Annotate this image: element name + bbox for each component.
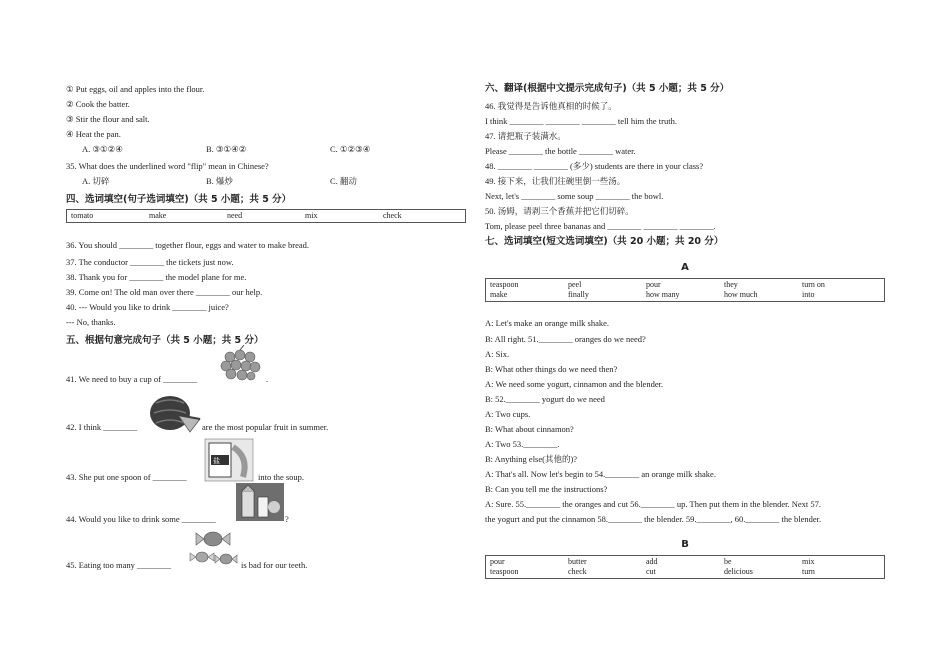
q46-chinese: 46. 我觉得是告诉他真相的时候了。 [485, 101, 617, 111]
q42-text: 42. I think ________ [66, 422, 138, 432]
word-box-item: butter [568, 557, 587, 566]
q34-option-c: C. ①②③④ [330, 144, 371, 154]
q50-chinese: 50. 汤姆，请剥三个香蕉并把它们切碎。 [485, 206, 634, 216]
section-5-title: 五、根据句意完成句子（共 5 小题；共 5 分） [66, 335, 264, 346]
word-box-item: mix [305, 211, 318, 220]
word-box-item: turn [802, 567, 815, 576]
q43-text: 43. She put one spoon of ________ [66, 472, 187, 482]
q47-chinese: 47. 请把瓶子装满水。 [485, 131, 566, 141]
dialog-line: A: Two 53.________. [485, 439, 560, 449]
section-4-word-box [66, 209, 466, 223]
q45-end: is bad for our teeth. [241, 560, 308, 570]
q41-line [66, 347, 466, 385]
word-box-item: how much [724, 290, 758, 299]
q42-line [66, 389, 466, 433]
word-box-item: teaspoon [490, 567, 519, 576]
dialog-line: B: All right. 51.________ oranges do we need? [485, 334, 646, 344]
dialog-line: A: Let's make an orange milk shake. [485, 318, 610, 328]
word-box-item: be [724, 557, 732, 566]
q49-chinese: 49. 接下来，让我们往碗里倒一些汤。 [485, 176, 626, 186]
q38: 38. Thank you for ________ the model plane for me. [66, 272, 247, 282]
word-box-item: cut [646, 567, 656, 576]
q41-end: . [266, 374, 269, 384]
step-4: ④ Heat the pan. [66, 129, 121, 139]
q35: 35. What does the underlined word "flip" mean in Chinese? [66, 161, 269, 171]
q44-end: ? [285, 514, 289, 524]
q42-end: are the most popular fruit in summer. [202, 422, 329, 432]
dialog-line: B: Can you tell me the instructions? [485, 484, 608, 494]
section-7-title: 七、选词填空(短文选词填空)（共 20 小题；共 20 分） [485, 236, 724, 247]
q35-options [82, 176, 466, 187]
section-4-title: 四、选词填空(句子选词填空)（共 5 小题；共 5 分） [66, 194, 292, 205]
word-box-item: peel [568, 280, 582, 289]
q43-line [66, 435, 466, 483]
word-box-item: make [490, 290, 508, 299]
dialog-line: the yogurt and put the cinnamon 58.________ the blender. 59.________, 60.________ the blender. [485, 514, 822, 524]
q46-english: I think ________ ________ ________ tell him the truth. [485, 116, 677, 126]
q44-line [66, 485, 466, 525]
word-box-item: check [568, 567, 587, 576]
word-box-item: delicious [724, 567, 753, 576]
dialog-line: A: We need some yogurt, cinnamon and the blender. [485, 379, 664, 389]
q34-option-b: B. ③①④② [206, 144, 247, 154]
q36: 36. You should ________ together flour, eggs and water to make bread. [66, 240, 310, 250]
word-box-item: check [383, 211, 402, 220]
word-box-item: how many [646, 290, 680, 299]
q50-english: Tom, please peel three bananas and ________ ________ ________. [485, 221, 716, 231]
step-1: ① Put eggs, oil and apples into the flour. [66, 84, 205, 94]
q40: 40. --- Would you like to drink ________ juice? [66, 302, 229, 312]
milk-picture [236, 483, 284, 521]
word-box-item: turn on [802, 280, 825, 289]
svg-text:盐: 盐 [213, 457, 220, 465]
section-6-title: 六、翻译(根据中文提示完成句子)（共 5 小题；共 5 分） [485, 83, 730, 94]
part-b-title: B [681, 539, 689, 550]
q35-option-b: B. 爆炒 [206, 176, 233, 186]
grapes-picture [216, 345, 264, 385]
q34-options [82, 144, 466, 155]
candy-picture [186, 527, 240, 571]
q34-option-a: A. ③①②④ [82, 144, 123, 154]
q49-english: Next, let's ________ some soup ________ the bowl. [485, 191, 664, 201]
right-column [485, 80, 885, 579]
q43-end: into the soup. [258, 472, 305, 482]
salt-picture [203, 437, 255, 483]
word-box-item: they [724, 280, 738, 289]
word-box-item: finally [568, 290, 589, 299]
dialog-line: A: Two cups. [485, 409, 531, 419]
word-box-item: mix [802, 557, 815, 566]
dialog-line: B: What other things do we need then? [485, 364, 618, 374]
q45-line [66, 527, 466, 571]
dialog-line: B: 52.________ yogurt do we need [485, 394, 605, 404]
dialog-line: A: That's all. Now let's begin to 54.________ an orange milk shake. [485, 469, 716, 479]
q37: 37. The conductor ________ the tickets just now. [66, 257, 234, 267]
word-box-item: teaspoon [490, 280, 519, 289]
word-box-item: add [646, 557, 658, 566]
word-box-item: pour [646, 280, 661, 289]
q47-english: Please ________ the bottle ________ water. [485, 146, 636, 156]
part-a-word-box [485, 278, 885, 302]
q41-text: 41. We need to buy a cup of ________ [66, 374, 198, 384]
part-b-word-box [485, 555, 885, 579]
q35-option-c: C. 翻动 [330, 176, 357, 186]
q44-text: 44. Would you like to drink some ________ [66, 514, 216, 524]
q40-answer: --- No, thanks. [66, 317, 116, 327]
left-column [66, 80, 466, 571]
word-box-item: into [802, 290, 815, 299]
word-box-item: make [149, 211, 167, 220]
q45-text: 45. Eating too many ________ [66, 560, 172, 570]
q39: 39. Come on! The old man over there ________ our help. [66, 287, 263, 297]
dialog-line: B: What about cinnamon? [485, 424, 574, 434]
step-2: ② Cook the batter. [66, 99, 130, 109]
word-box-item: pour [490, 557, 505, 566]
watermelon-picture [148, 393, 202, 433]
dialog-line: B: Anything else(其他的)? [485, 454, 578, 464]
step-3: ③ Stir the flour and salt. [66, 114, 150, 124]
word-box-item: tomato [71, 211, 94, 220]
dialog-line: A: Sure. 55.________ the oranges and cut 56.________ up. Then put them in the blender. Next 57. [485, 499, 822, 509]
q48: 48. ________ ________ (多少) students are there in your class? [485, 161, 704, 171]
q35-option-a: A. 切碎 [82, 176, 110, 186]
dialog-line: A: Six. [485, 349, 510, 359]
word-box-item: need [227, 211, 243, 220]
part-a-title: A [681, 262, 689, 273]
